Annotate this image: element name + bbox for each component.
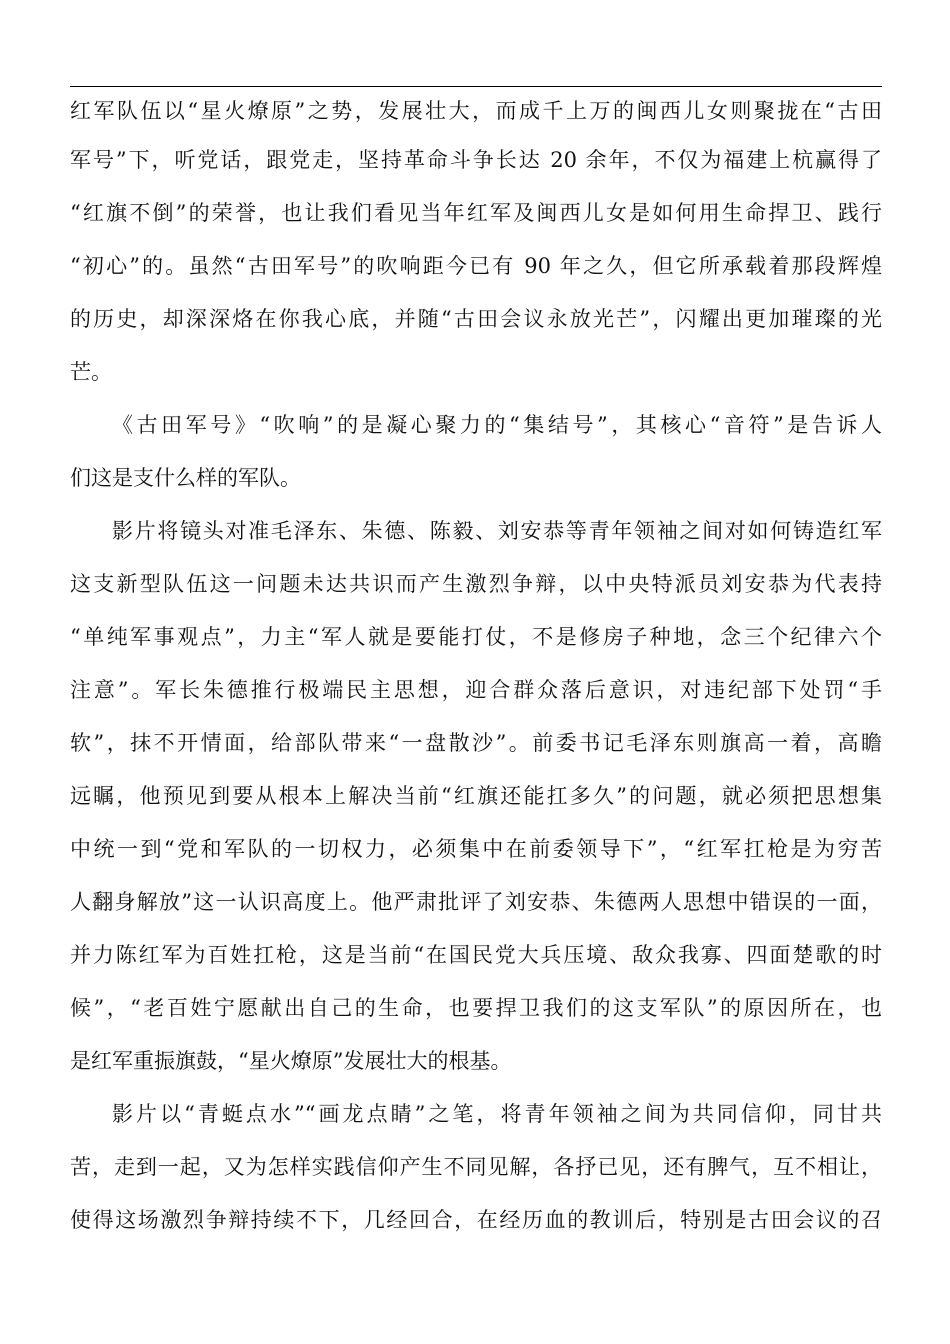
text-line: 注意”。军长朱德推行极端民主思想，迎合群众落后意识，对违纪部下处罚“手 [70, 678, 882, 702]
text-line: 影片将镜头对准毛泽东、朱德、陈毅、刘安恭等青年领袖之间对如何铸造红军 [112, 519, 882, 543]
text-line: 中统一到“党和军队的一切权力，必须集中在前委领导下”，“红军扛枪是为穷苦 [70, 837, 882, 861]
text-line: 军号”下，听党话，跟党走，坚持革命斗争长达 20 余年，不仅为福建上杭赢得了 [70, 148, 882, 172]
text-line: 人翻身解放”这一认识高度上。他严肃批评了刘安恭、朱德两人思想中错误的一面， [70, 890, 882, 914]
paragraph-2 [70, 399, 882, 505]
text-line: 候”，“老百姓宁愿献出自己的生命，也要捍卫我们的这支军队”的原因所在，也 [70, 996, 882, 1020]
text-line: 苦，走到一起，又为怎样实践信仰产生不同见解，各抒已见，还有脾气，互不相让， [70, 1155, 882, 1179]
article-body [70, 89, 882, 1247]
text-line: 影片以“青蜓点水”“画龙点睛”之笔，将青年领袖之间为共同信仰，同甘共 [112, 1102, 882, 1126]
text-line: 是红军重振旗鼓，“星火燎原”发展壮大的根基。 [70, 1049, 512, 1073]
paragraph-4 [70, 1088, 882, 1247]
paragraph-1 [70, 89, 882, 399]
text-line: 使得这场激烈争辩持续不下，几经回合，在经历血的教训后，特别是古田会议的召 [70, 1208, 882, 1232]
text-line: “红旗不倒”的荣誉，也让我们看见当年红军及闽西儿女是如何用生命捍卫、践行 [70, 201, 882, 225]
text-line: 远瞩，他预见到要从根本上解决当前“红旗还能扛多久”的问题，就必须把思想集 [70, 784, 882, 808]
text-line: 软”，抹不开情面，给部队带来“一盘散沙”。前委书记毛泽东则旗高一着，高瞻 [70, 731, 882, 755]
text-line: 《古田军号》“吹响”的是凝心聚力的“集结号”，其核心“音符”是告诉人 [112, 413, 882, 437]
header-rule [70, 86, 882, 87]
text-line: 红军队伍以“星火燎原”之势，发展壮大，而成千上万的闽西儿女则聚拢在“古田 [70, 99, 882, 123]
paragraph-3 [70, 505, 882, 1088]
text-line: 这支新型队伍这一问题未达共识而产生激烈争辩，以中央特派员刘安恭为代表持 [70, 572, 882, 596]
text-line: “单纯军事观点”，力主“军人就是要能打仗，不是修房子种地，念三个纪律六个 [70, 625, 882, 649]
text-line: 的历史，却深深烙在你我心底，并随“古田会议永放光芒”，闪耀出更加璀璨的光 [70, 307, 882, 331]
text-line: 们这是支什么样的军队。 [70, 466, 301, 490]
text-line: 并力陈红军为百姓扛枪，这是当前“在国民党大兵压境、敌众我寡、四面楚歌的时 [70, 943, 882, 967]
text-line: “初心”的。虽然“古田军号”的吹响距今已有 90 年之久，但它所承载着那段辉煌 [70, 254, 882, 278]
text-line: 芒。 [70, 360, 112, 384]
